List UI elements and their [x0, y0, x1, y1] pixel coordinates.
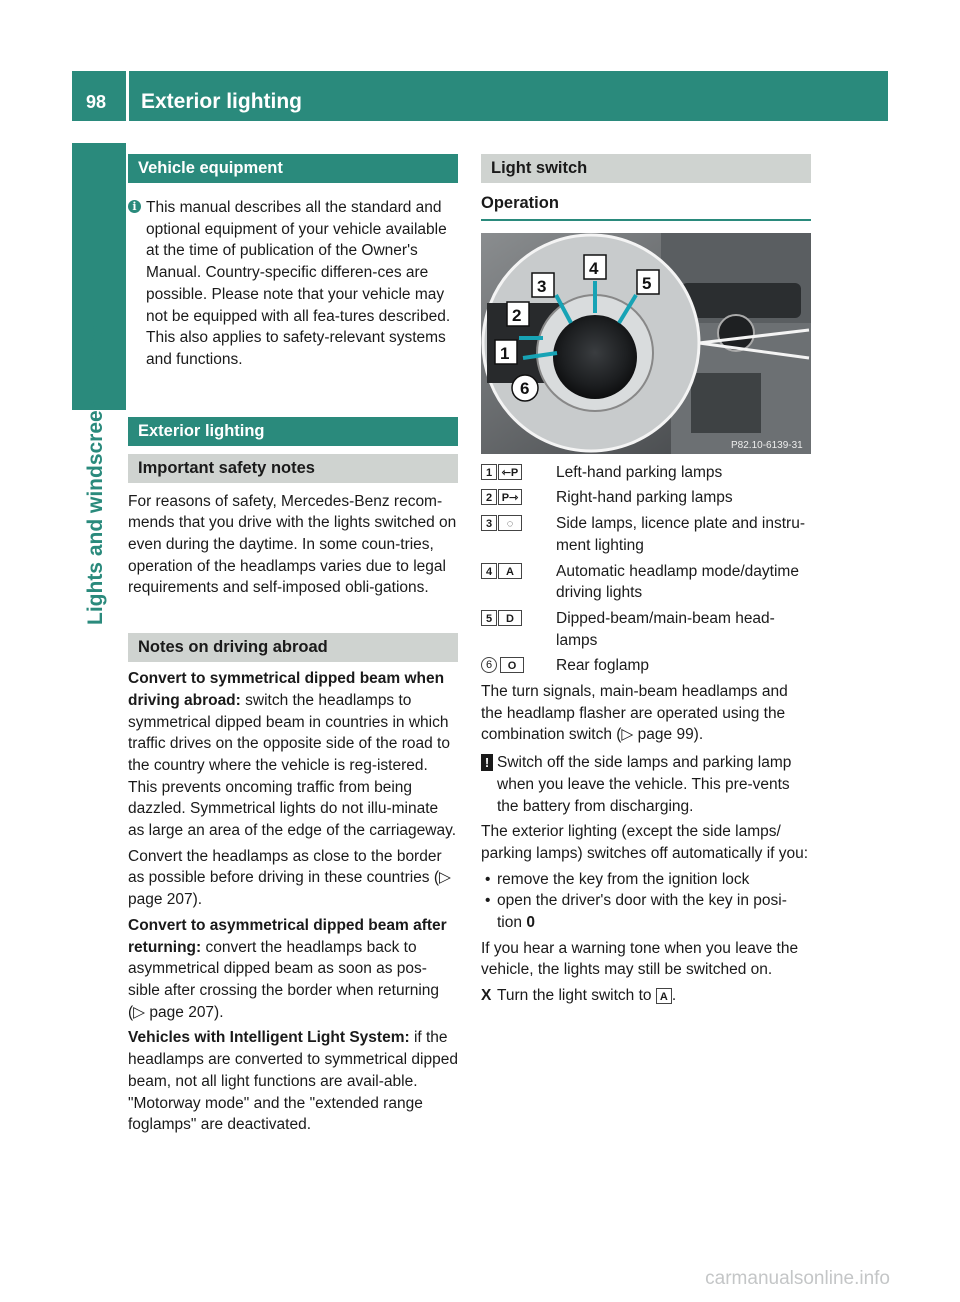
- abroad-para-1: [128, 668, 458, 842]
- safety-notes-text: For reasons of safety, Mercedes-Benz recom-mends that you drive with the lights switched on even during the daytime. In some coun-tries, operation of the headlamps varies due to legal requirements and self-imposed obli-gations.: [128, 492, 457, 597]
- info-icon: i: [128, 200, 141, 213]
- turn-text: The turn signals, main-beam headlamps and the headlamp flasher are operated using the combination switch (: [481, 683, 788, 744]
- abroad-p3-bold: Convert to asymmetrical dipped beam after returning:: [128, 916, 447, 956]
- bullet-icon: •: [485, 892, 491, 910]
- abroad-p1-bold: Convert to symmetrical dipped beam when driving abroad:: [128, 670, 445, 709]
- position-number: 4: [481, 563, 497, 579]
- position-key: [481, 515, 522, 531]
- instruction-text: Turn the light switch to A .: [497, 987, 677, 1005]
- instruction-label: Turn the light switch to: [497, 987, 656, 1005]
- position-symbol-icon: ◌: [498, 515, 522, 531]
- position-number: 5: [481, 610, 497, 626]
- position-number: 2: [481, 489, 497, 505]
- position-number: 1: [481, 464, 497, 480]
- list-item: [481, 869, 811, 891]
- page-ref-99[interactable]: page 99).: [637, 726, 704, 744]
- turn-signals-text: [481, 681, 811, 746]
- position-description: Side lamps, licence plate and instru-ment lighting: [556, 515, 805, 554]
- switch-position-item: [481, 561, 811, 604]
- position-key: [481, 657, 524, 673]
- list-item: [481, 890, 811, 933]
- abroad-p4-text: if the headlamps are converted to symmetrical dipped beam, not all light functions are avail-able. "Motorway mode" and the "extended range foglamps" are deactivated.: [128, 1029, 458, 1134]
- position-symbol-icon: P⇾: [498, 489, 522, 505]
- photo-callout-3: 3: [537, 276, 547, 296]
- position-number: 3: [481, 515, 497, 531]
- bullet-text: open the driver's door with the key in posi-tion: [497, 892, 787, 932]
- switch-position-list: [481, 462, 811, 677]
- header-divider: [126, 71, 129, 121]
- abroad-p2-text: Convert the headlamps as close to the border as possible before driving in these countries (: [128, 847, 442, 887]
- page-ref-icon: ▷: [133, 1003, 146, 1021]
- photo-callout-1: 1: [500, 343, 510, 363]
- position-symbol-icon: O: [500, 657, 524, 673]
- position-description: Left-hand parking lamps: [556, 463, 723, 481]
- light-switch-photo: [481, 233, 811, 454]
- watermark: carmanualsonline.info: [705, 1268, 890, 1289]
- switch-position-item: [481, 462, 811, 484]
- abroad-para-2: [128, 846, 458, 911]
- safety-notes-heading: Important safety notes: [128, 454, 458, 483]
- light-switch-heading: Light switch: [481, 154, 811, 183]
- auto-mode-key-icon: A: [656, 988, 672, 1004]
- position-key: [481, 489, 522, 505]
- info-note: [128, 197, 458, 371]
- abroad-p1-text: switch the headlamps to symmetrical dipped beam in countries in which traffic drives on the opposite side of the road to the country where the vehicle is reg-istered. This prevents oncoming traffic from being dazzled. Symmetrical lights do not illu-minate as large an area of the edge of the carriageway.: [128, 691, 457, 840]
- bullet-text-2: [497, 890, 811, 933]
- instruction-step: [481, 985, 811, 1007]
- page-ref-icon: ▷: [621, 726, 634, 744]
- position-description: Rear foglamp: [556, 657, 650, 675]
- driving-abroad-heading: Notes on driving abroad: [128, 633, 458, 662]
- auto-off-text: The exterior lighting (except the side lamps/ parking lamps) switches off automatically if you:: [481, 823, 809, 862]
- vehicle-equipment-heading: Vehicle equipment: [128, 154, 458, 183]
- bullet-text: remove the key from the ignition lock: [497, 870, 750, 888]
- position-key: [481, 464, 522, 480]
- sidebar-label: Lights and windscreen wipers: [84, 325, 107, 625]
- vehicle-equipment-text: This manual describes all the standard and optional equipment of your vehicle available at the time of publication of the Owner's Manual. Country-specific differen-ces are possible. Please note that your vehicle may not be equipped with all fea-tures described. This also applies to safety-relevant systems and functions.: [146, 199, 451, 368]
- position-number: 6: [481, 657, 497, 673]
- position-description: Automatic headlamp mode/daytime driving lights: [556, 562, 799, 602]
- position-zero: 0: [526, 914, 535, 932]
- page-ref-207-a[interactable]: page 207).: [128, 891, 203, 909]
- switch-position-item: [481, 513, 811, 556]
- position-description: Right-hand parking lamps: [556, 489, 733, 507]
- position-symbol-icon: A: [498, 563, 522, 579]
- switch-position-item: [481, 487, 811, 509]
- right-column: [481, 154, 811, 1007]
- page-title: Exterior lighting: [141, 90, 303, 113]
- warning-note: [481, 752, 811, 817]
- switch-position-item: [481, 608, 811, 651]
- abroad-p4-bold: Vehicles with Intelligent Light System:: [128, 1029, 410, 1047]
- photo-callout-2: 2: [512, 305, 522, 325]
- position-symbol-icon: D: [498, 610, 522, 626]
- abroad-p3-text: convert the headlamps back to asymmetrical dipped beam as soon as pos-sible after crossing the border when returning (: [128, 938, 440, 1021]
- photo-callout-5: 5: [642, 273, 652, 293]
- position-description: Dipped-beam/main-beam head-lamps: [556, 609, 775, 649]
- abroad-para-3: [128, 915, 458, 1024]
- page-header: [72, 71, 888, 121]
- photo-callout-4: 4: [589, 258, 599, 278]
- page-ref-icon: ▷: [439, 869, 451, 887]
- abroad-para-4: [128, 1027, 458, 1136]
- action-arrow-icon: X: [481, 987, 492, 1005]
- left-column: [128, 154, 458, 1136]
- operation-heading: Operation: [481, 193, 811, 221]
- page-number: 98: [86, 92, 107, 112]
- bullet-icon: •: [485, 870, 491, 888]
- switch-position-item: [481, 655, 811, 677]
- exterior-lighting-heading: Exterior lighting: [128, 417, 458, 446]
- position-key: [481, 610, 522, 626]
- position-symbol-icon: ⇽P: [498, 464, 522, 480]
- page-ref-207-b[interactable]: page 207).: [149, 1003, 224, 1021]
- position-key: [481, 563, 522, 579]
- photo-code: P82.10-6139-31: [731, 439, 803, 451]
- photo-callout-6: 6: [520, 378, 530, 398]
- warning-text: Switch off the side lamps and parking lamp when you leave the vehicle. This pre-vents the battery from discharging.: [497, 754, 792, 815]
- warning-icon: !: [481, 754, 493, 771]
- warning-tone-text: If you hear a warning tone when you leave the vehicle, the lights may still be switched on.: [481, 939, 799, 979]
